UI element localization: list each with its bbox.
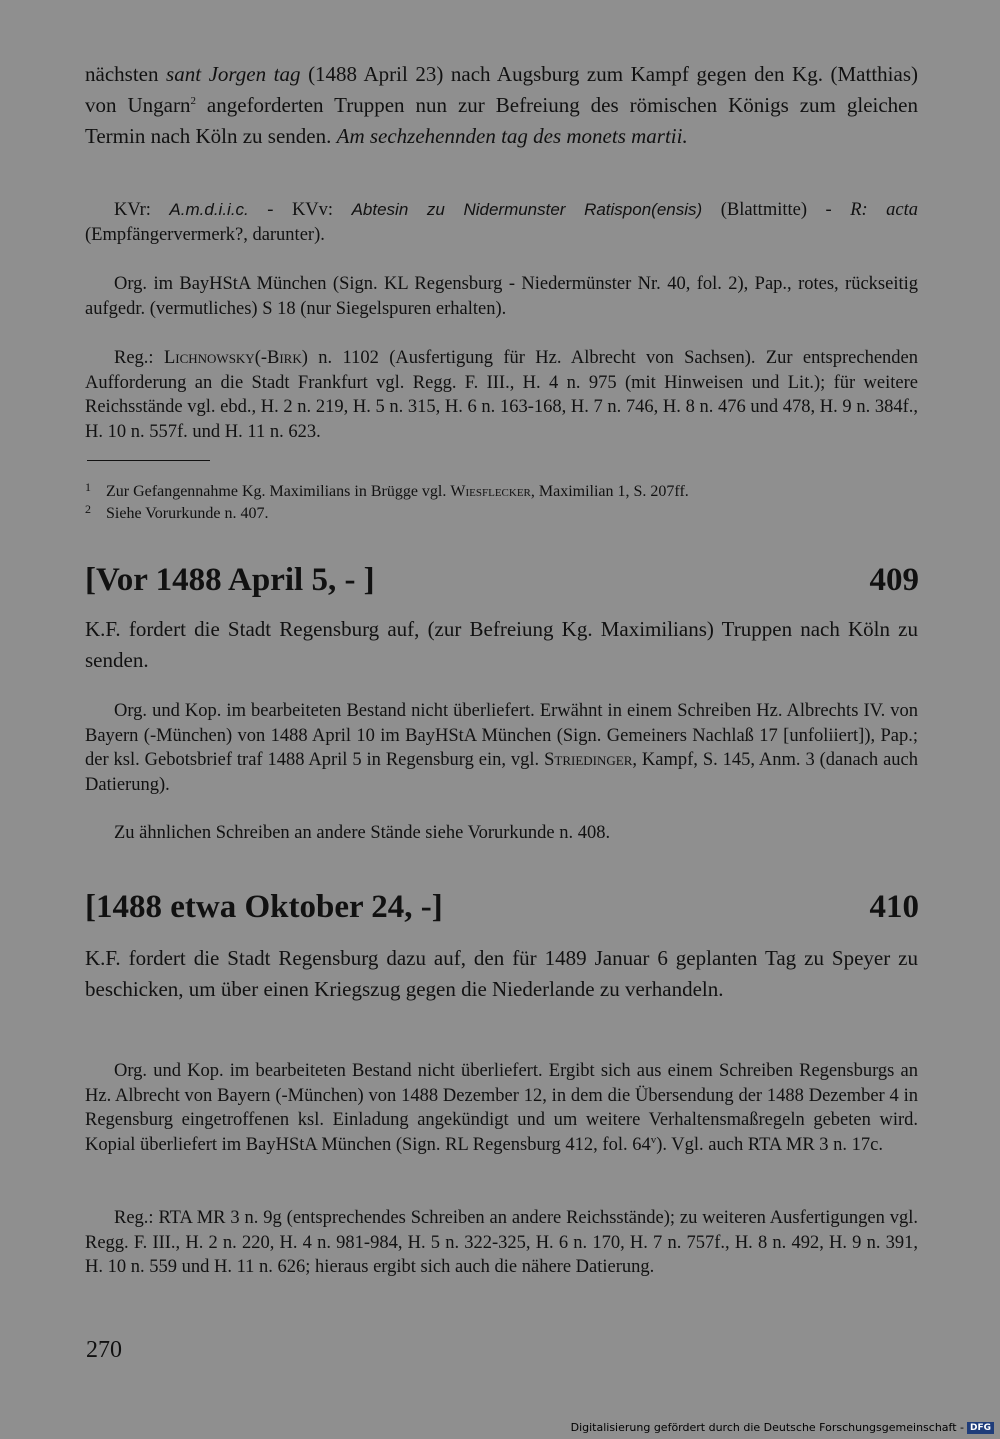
entry-note-409: Org. und Kop. im bearbeiteten Bestand nicht überliefert. Erwähnt in einem Schreiben Hz. Albrechts IV. von Bayern (-München) von 1488 April 10 im BayHStA München (Sign. Gemeiners Nachlaß 17 [unfoliiert]), Pap.; der ksl. Gebotsbrief traf 1488 April 5 in Regensburg ein, vgl. Striedinger, Kampf, S. 145, Anm. 3 (danach auch Datierung). xyxy=(85,701,918,795)
page-number: 270 xyxy=(86,1337,122,1363)
footnote: 1 Zur Gefangennahme Kg. Maximilians in Brügge vgl. Wiesflecker, Maximilian 1, S. 207ff. xyxy=(85,480,689,500)
entry-date: [Vor 1488 April 5, - ] xyxy=(85,562,375,598)
original-note: Org. im BayHStA München (Sign. KL Regensburg - Niedermünster Nr. 40, fol. 2), Pap., rotes, rückseitig aufgedr. (vermutliches) S 18 (nur Siegelspuren erhalten). xyxy=(85,274,918,319)
entry-heading-409 xyxy=(85,560,919,600)
dfg-logo: DFG xyxy=(967,1422,994,1434)
endorsement-note: KVr: A.m.d.i.i.c. - KVv: Abtesin zu Nidermunster Ratispon(ensis) (Blattmitte) - R: acta (Empfängervermerk?, darunter). xyxy=(85,200,919,245)
entry-number: 410 xyxy=(869,889,919,925)
footnote-separator xyxy=(87,460,210,461)
entry-number: 409 xyxy=(869,562,919,598)
entry-note-410: Org. und Kop. im bearbeiteten Bestand nicht überliefert. Ergibt sich aus einem Schreiben Regensburgs an Hz. Albrecht von Bayern (-München) von 1488 Dezember 12, in dem die Übersendung der 1488 Dezember 4 in Regensburg eingetroffenen ksl. Einladung angekündigt und um weitere Verhaltensmaßregeln gebeten wird. Kopial überliefert im BayHStA München (Sign. RL Regensburg 412, fol. 64$^v$). Vgl. auch RTA MR 3 n. 17c. xyxy=(85,1061,918,1155)
entry-summary-410: K.F. fordert die Stadt Regensburg dazu auf, den für 1489 Januar 6 geplanten Tag zu Speyer zu beschicken, um über einen Kriegszug gegen die Niederlande zu verhandeln. xyxy=(85,946,918,1001)
continued-summary: nächsten sant Jorgen tag (1488 April 23) nach Augsburg zum Kampf gegen den Kg. (Matthias) von Ungarn$^2$ angeforderten Truppen nun zur Befreiung des römischen Königs zum gleichen Termin nach Köln zu senden. Am sechzehennden tag des monets martii. xyxy=(85,62,918,148)
entry-summary-409: K.F. fordert die Stadt Regensburg auf, (zur Befreiung Kg. Maximilians) Truppen nach Köln zu senden. xyxy=(85,617,918,672)
funding-footer xyxy=(571,1421,994,1434)
footer-text: Digitalisierung gefördert durch die Deutsche Forschungsgemeinschaft - xyxy=(570,1421,964,1434)
entry-note-410-b: Reg.: RTA MR 3 n. 9g (entsprechendes Schreiben an andere Reichsstände); zu weiteren Ausfertigungen vgl. Regg. F. III., H. 2 n. 220, H. 4 n. 981-984, H. 5 n. 322-325, H. 6 n. 170, H. 7 n. 757f., H. 8 n. 492, H. 9 n. 391, H. 10 n. 559 und H. 11 n. 626; hieraus ergibt sich auch die nähere Datierung. xyxy=(85,1208,918,1277)
entry-date: [1488 etwa Oktober 24, -] xyxy=(85,889,443,925)
regest-note: Reg.: Lichnowsky(-Birk) n. 1102 (Ausfertigung für Hz. Albrecht von Sachsen). Zur entsprechenden Aufforderung an die Stadt Frankfurt vgl. Regg. F. III., H. 4 n. 975 (mit Hinweisen und Lit.); für weitere Reichsstände vgl. ebd., H. 2 n. 219, H. 5 n. 315, H. 6 n. 163-168, H. 7 n. 746, H. 8 n. 476 und 478, H. 9 n. 384f., H. 10 n. 557f. und H. 11 n. 623. xyxy=(85,348,918,442)
footnote: 2 Siehe Vorurkunde n. 407. xyxy=(85,502,269,522)
entry-note-409-b: Zu ähnlichen Schreiben an andere Stände siehe Vorurkunde n. 408. xyxy=(114,823,611,843)
entry-heading-410 xyxy=(85,887,919,927)
